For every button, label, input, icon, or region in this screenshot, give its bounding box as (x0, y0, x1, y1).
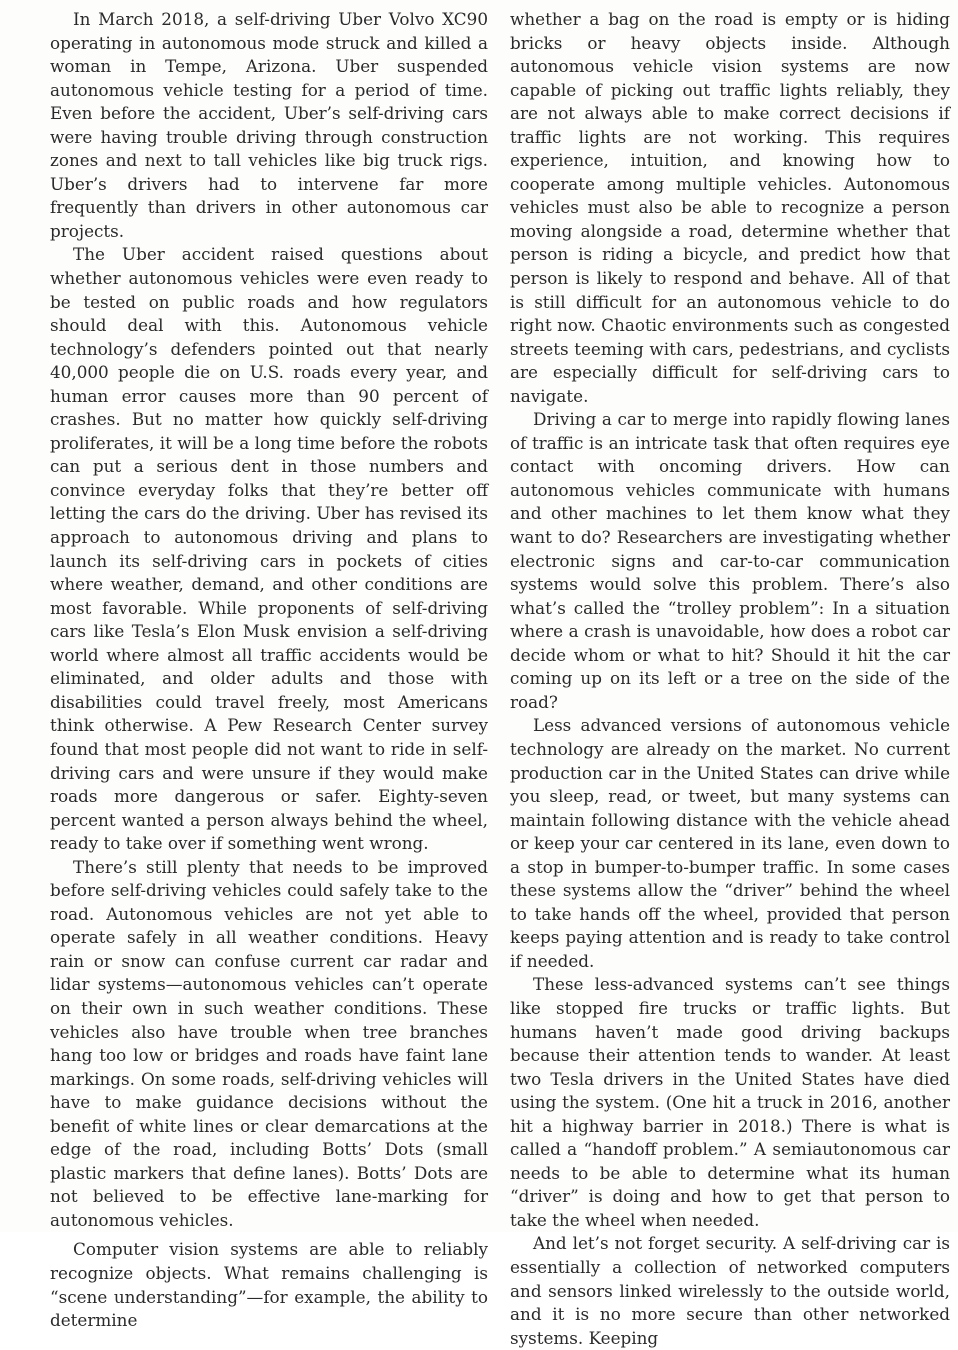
paragraph-less-advanced-versions: Less advanced versions of autonomous vehicle technology are already on the market. No current production car in the United States can drive while you sleep, read, or tweet, but many systems can maintain following distance with the vehicle ahead or keep your car centered in its lane, even down to a stop in bumper-to-bumper traffic. In some cases these systems allow the “driver” behind the wheel to take hands off the wheel, provided that person keeps paying attention and is ready to take control if needed. (510, 715, 950, 971)
left-column (50, 8, 488, 1333)
paragraph-scene-understanding-cont: whether a bag on the road is empty or is hiding bricks or heavy objects inside. Although autonomous vehicle vision systems are now capable of picking out traffic lights reliably, they are not always able to make correct decisions if traffic lights are not working. This requires experience, intuition, and knowing how to cooperate among multiple vehicles. Autonomous vehicles must also be able to recognize a person moving alongside a road, determine whether that person is riding a bicycle, and predict how that person is likely to respond and behave. All of that is still difficult for an autonomous vehicle to do right now. Chaotic environments such as congested streets teeming with cars, pedestrians, and cyclists are especially difficult for self-driving cars to navigate. (510, 9, 950, 406)
paragraph-improvements-needed: There’s still plenty that needs to be improved before self-driving vehicles could safely take to the road. Autonomous vehicles are not yet able to operate safely in all weather conditions. Heavy rain or snow can confuse current car radar and lidar systems—autonomous vehicles can’t operate on their own in such weather conditions. These vehicles also have trouble when tree branches hang too low or bridges and roads have faint lane markings. On some roads, self-driving vehicles will have to make guidance decisions without the benefit of white lines or clear demarcations at the edge of the road, including Botts’ Dots (small plastic markers that define lanes). Botts’ Dots are not believed to be effective lane-marking for autonomous vehicles. (50, 856, 488, 1230)
paragraph-handoff-problem: These less-advanced systems can’t see things like stopped fire trucks or traffic lights. But humans haven’t made good driving backups because their attention tends to wander. At least two Tesla drivers in the United States have died using the system. (One hit a truck in 2016, another hit a highway barrier in 2018.) There is what is called a “handoff problem.” A semiautonomous car needs to be able to determine what its human “driver” is doing and how to get that person to take the wheel when needed. (510, 974, 950, 1230)
paragraph-security: And let’s not forget security. A self-driving car is essentially a collection of networked computers and sensors linked wirelessly to the outside world, and it is no more secure than other networked systems. Keeping (510, 1233, 950, 1348)
paragraph-merging-traffic: Driving a car to merge into rapidly flowing lanes of traffic is an intricate task that often requires eye contact with oncoming drivers. How can autonomous vehicles communicate with humans and other machines to let them know what they want to do? Researchers are investigating whether electronic signs and car-to-car communication systems would solve this problem. There’s also what’s called the “trolley problem”: In a situation where a crash is unavoidable, how does a robot car decide whom or what to hit? Should it hit the car coming up on its left or a tree on the side of the road? (510, 409, 950, 712)
paragraph-computer-vision: Computer vision systems are able to reliably recognize objects. What remains challenging is “scene understanding”—for example, the ability to determine (50, 1239, 488, 1331)
paragraph-accident-questions: The Uber accident raised questions about whether autonomous vehicles were even ready to be tested on public roads and how regulators should deal with this. Autonomous vehicle technology’s defenders pointed out that nearly 40,000 people die on U.S. roads every year, and human error causes more than 90 percent of crashes. But no matter how quickly self-driving proliferates, it will be a long time before the robots can put a serious dent in those numbers and convince everyday folks that they’re better off letting the cars do the driving. Uber has revised its approach to autonomous driving and plans to launch its self-driving cars in pockets of cities where weather, demand, and other conditions are most favorable. While proponents of self-driving cars like Tesla’s Elon Musk envision a self-driving world where almost all traffic accidents would be eliminated, and older adults and those with disabilities could travel freely, most Americans think otherwise. A Pew Research Center survey found that most people did not want to ride in self-driving cars and were unsure if they would make roads more dangerous or safer. Eighty-seven percent wanted a person always behind the wheel, ready to take over if something went wrong. (50, 244, 488, 854)
right-column (510, 8, 950, 1350)
paragraph-uber-crash: In March 2018, a self-driving Uber Volvo XC90 operating in autonomous mode struck and killed a woman in Tempe, Arizona. Uber suspended autonomous vehicle testing for a period of time. Even before the accident, Uber’s self-driving cars were having trouble driving through construction zones and next to tall vehicles like big truck rigs. Uber’s drivers had to intervene far more frequently than drivers in other autonomous car projects. (50, 9, 488, 241)
